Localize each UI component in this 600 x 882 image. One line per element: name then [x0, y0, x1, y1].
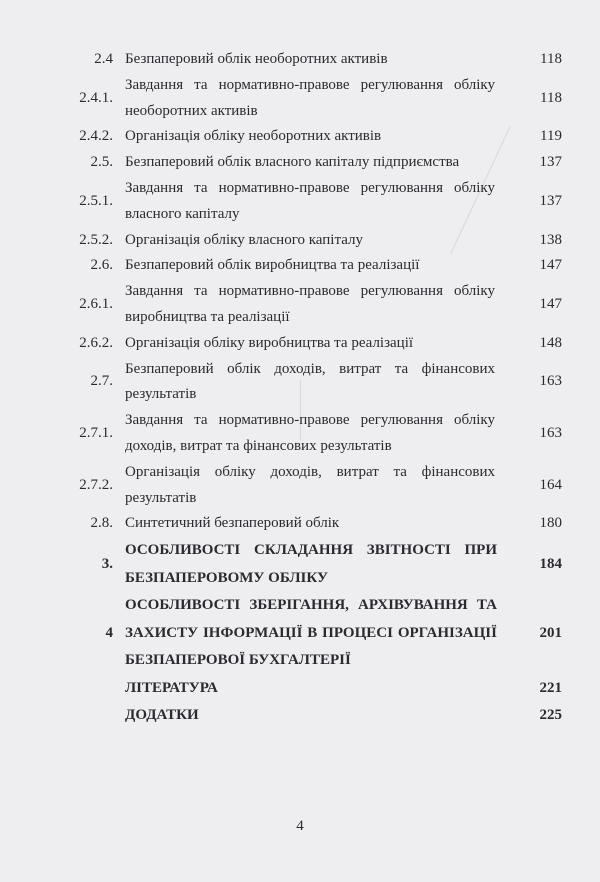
toc-entry-title: Організація обліку доходів, витрат та фінансових результатів	[125, 463, 495, 506]
toc-entry	[0, 150, 600, 176]
toc-entry-title: Організація обліку виробництва та реалізації	[125, 334, 414, 351]
toc-entry	[0, 408, 600, 460]
toc-entry	[0, 228, 600, 254]
toc-entry-page: 163	[539, 373, 562, 390]
toc-entry-page: 119	[540, 128, 562, 145]
toc-entry	[0, 511, 600, 537]
toc-entry-page: 118	[540, 89, 562, 106]
toc-entry-page: 137	[539, 192, 562, 209]
toc-entry-page: 180	[539, 515, 562, 532]
toc-entry-title: Безпаперовий облік власного капіталу підприємства	[125, 154, 460, 171]
toc-entry-title: Безпаперовий облік виробництва та реалізації	[125, 257, 420, 274]
toc-entry-number: 2.5.1.	[79, 192, 113, 209]
toc-entry-title: ЛІТЕРАТУРА	[125, 679, 218, 696]
toc-entry-number: 2.8.	[90, 515, 113, 532]
toc-entry-number: 2.4.1.	[79, 89, 113, 106]
toc-entry-title: Організація обліку власного капіталу	[125, 231, 363, 248]
table-of-contents	[0, 47, 600, 730]
toc-entry-page: 163	[539, 425, 562, 442]
toc-entry-page: 225	[539, 707, 562, 724]
toc-entry	[0, 357, 600, 409]
toc-entry	[0, 537, 600, 592]
toc-entry-page: 147	[539, 257, 562, 274]
toc-entry-number: 2.4	[94, 51, 113, 67]
toc-entry-title: Завдання та нормативно-правове регулювання обліку доходів, витрат та фінансових результатів	[125, 412, 495, 454]
toc-entry-number: 2.6.2.	[79, 334, 113, 351]
toc-entry-title: Безпаперовий облік необоротних активів	[125, 51, 388, 67]
toc-entry-number: 2.6.1.	[79, 296, 113, 313]
toc-entry-title: Завдання та нормативно-правове регулювання обліку необоротних активів	[125, 76, 495, 119]
toc-entry	[0, 124, 600, 150]
toc-entry-page: 184	[539, 555, 562, 572]
toc-entry-page: 137	[539, 154, 562, 171]
toc-entry	[0, 675, 600, 703]
toc-entry	[0, 73, 600, 125]
toc-entry-page: 201	[539, 624, 562, 641]
toc-entry-number: 2.7.2.	[79, 476, 113, 493]
toc-entry-number: 2.4.2.	[79, 128, 113, 145]
toc-entry-number: 2.7.	[90, 373, 113, 390]
toc-entry-page: 147	[539, 296, 562, 313]
toc-entry-page: 148	[539, 334, 562, 351]
toc-entry-number: 3.	[101, 555, 113, 572]
toc-entry	[0, 253, 600, 279]
toc-entry-number: 2.5.	[90, 154, 113, 171]
toc-entry-title: Завдання та нормативно-правове регулювання обліку власного капіталу	[125, 179, 495, 222]
toc-entry-title: Завдання та нормативно-правове регулювання обліку виробництва та реалізації	[125, 283, 495, 325]
toc-entry-title: Безпаперовий облік доходів, витрат та фінансових результатів	[125, 360, 495, 403]
toc-entry-page: 138	[539, 231, 562, 248]
toc-entry	[0, 176, 600, 228]
toc-entry-title: ОСОБЛИВОСТІ ЗБЕРІГАННЯ, АРХІВУВАННЯ ТА ЗАХИСТУ ІНФОРМАЦІЇ В ПРОЦЕСІ ОРГАНІЗАЦІЇ БЕЗПАПЕРОВОЇ БУХГАЛТЕРІЇ	[125, 597, 497, 669]
toc-entry-number: 2.7.1.	[79, 425, 113, 442]
page-number: 4	[296, 818, 304, 834]
toc-entry-page: 164	[539, 476, 562, 493]
toc-entry	[0, 47, 600, 73]
toc-entry-title: ДОДАТКИ	[125, 707, 199, 724]
toc-entry	[0, 279, 600, 331]
toc-entry	[0, 331, 600, 357]
toc-entry	[0, 460, 600, 512]
toc-entry	[0, 592, 600, 675]
toc-entry-title: Синтетичний безпаперовий облік	[125, 515, 340, 532]
toc-entry	[0, 702, 600, 730]
toc-entry-page: 221	[539, 679, 562, 696]
toc-entry-title: Організація обліку необоротних активів	[125, 128, 382, 145]
toc-entry-number: 2.5.2.	[79, 231, 113, 248]
toc-entry-number: 4	[105, 624, 113, 641]
toc-entry-page: 118	[540, 51, 562, 67]
toc-entry-title: ОСОБЛИВОСТІ СКЛАДАННЯ ЗВІТНОСТІ ПРИ БЕЗПАПЕРОВОМУ ОБЛІКУ	[125, 542, 497, 586]
toc-entry-number: 2.6.	[90, 257, 113, 274]
